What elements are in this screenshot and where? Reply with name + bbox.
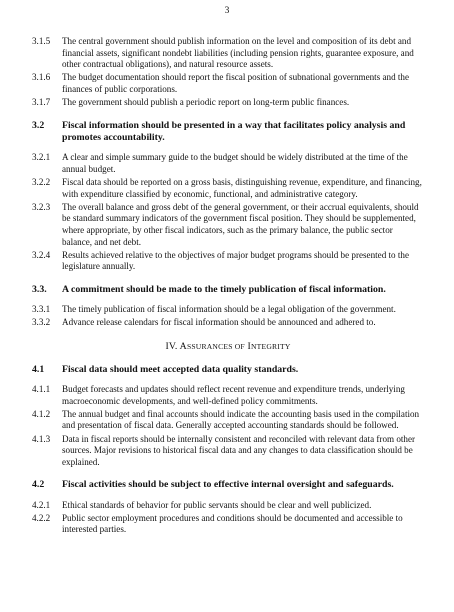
provision-number: 4.1.2 bbox=[32, 408, 51, 419]
part-title-initial: I bbox=[247, 340, 251, 352]
provision-number: 3.2.3 bbox=[32, 201, 51, 212]
provision-number: 3.2.1 bbox=[32, 152, 51, 163]
provision-item bbox=[32, 202, 424, 248]
provision-text: Fiscal data should be reported on a gross basis, distinguishing revenue, expenditure, and financing, with expenditure classified by economic, functional, and administrative category. bbox=[62, 176, 422, 199]
section-number: 3.2 bbox=[32, 119, 45, 131]
provision-number: 3.1.7 bbox=[32, 97, 51, 108]
provision-number: 4.2.1 bbox=[32, 499, 51, 510]
provision-item bbox=[32, 304, 424, 316]
provision-number: 4.2.2 bbox=[32, 512, 51, 523]
provision-text: The overall balance and gross debt of the general government, or their accrual equivalents, should be standard summary indicators of the government fiscal position. They should be supplemented, where appropriate, by other fiscal indicators, such as the primary balance, the public sector balance, and net debt. bbox=[62, 201, 419, 247]
section-heading-text: Fiscal data should meet accepted data quality standards. bbox=[62, 363, 299, 375]
part-title-smallcaps: NTEGRITY bbox=[250, 341, 291, 351]
provision-text: Results achieved relative to the objectives of major budget programs should be presented to the legislature annually. bbox=[62, 249, 409, 272]
provision-text: A clear and simple summary guide to the budget should be widely distributed at the time of the annual budget. bbox=[62, 152, 408, 174]
provision-item bbox=[32, 36, 424, 71]
section-heading-text: A commitment should be made to the timely publication of fiscal information. bbox=[62, 283, 386, 295]
provision-text: Public sector employment procedures and conditions should be documented and accessible to interested parties. bbox=[62, 512, 403, 535]
section-heading bbox=[32, 284, 424, 296]
provision-number: 3.2.4 bbox=[32, 249, 51, 260]
provision-number: 3.2.2 bbox=[32, 176, 51, 187]
provision-number: 3.3.2 bbox=[32, 317, 51, 328]
section-heading bbox=[32, 364, 424, 376]
provision-item bbox=[32, 409, 424, 432]
provision-text: The budget documentation should report the fiscal position of subnational governments and the finances of public corporations. bbox=[62, 72, 410, 94]
provision-text: Advance release calendars for fiscal information should be announced and adhered to. bbox=[62, 317, 376, 328]
provision-number: 3.1.5 bbox=[32, 36, 51, 46]
provision-text: Budget forecasts and updates should reflect recent revenue and expenditure trends, underlying macroeconomic developments, and well-defined policy commitments. bbox=[62, 384, 405, 406]
provision-item bbox=[32, 97, 424, 109]
provision-text: The annual budget and final accounts should indicate the accounting basis used in the compilation and presentation of fiscal data. Generally accepted accounting standards should be followed. bbox=[62, 408, 420, 431]
provision-number: 3.3.1 bbox=[32, 304, 51, 315]
provision-number: 4.1.3 bbox=[32, 433, 51, 444]
provision-text: The timely publication of fiscal information should be a legal obligation of the government. bbox=[62, 304, 396, 315]
document-body bbox=[32, 36, 424, 538]
provision-item bbox=[32, 177, 424, 200]
provision-text: Ethical standards of behavior for public servants should be clear and well publicized. bbox=[62, 499, 372, 510]
provision-item bbox=[32, 384, 424, 407]
page-number: 3 bbox=[224, 6, 230, 16]
provision-item bbox=[32, 152, 424, 175]
section-number: 4.1 bbox=[32, 363, 45, 375]
provision-text: The central government should publish information on the level and composition of its debt and financial assets, significant nondebt liabilities (including pension rights, guarantee exposure, and other contractual obligations), and natural resource assets. bbox=[62, 36, 414, 70]
section-heading-text: Fiscal information should be presented in a way that facilitates policy analysis and promotes accountability. bbox=[62, 119, 406, 143]
provision-number: 3.1.6 bbox=[32, 72, 51, 83]
provision-item bbox=[32, 434, 424, 469]
part-numeral: IV. bbox=[165, 340, 178, 352]
provision-item bbox=[32, 513, 424, 536]
part-title-initial: A bbox=[179, 340, 187, 352]
provision-item bbox=[32, 317, 424, 329]
provision-text: Data in fiscal reports should be internally consistent and reconciled with relevant data from other sources. Major revisions to historical fiscal data and any changes to data classification should be explained. bbox=[62, 433, 416, 467]
provision-item bbox=[32, 250, 424, 273]
provision-number: 4.1.1 bbox=[32, 384, 51, 395]
section-heading bbox=[32, 120, 424, 144]
provision-item bbox=[32, 500, 424, 512]
section-number: 4.2 bbox=[32, 479, 45, 491]
section-number: 3.3. bbox=[32, 283, 47, 295]
part-title-smallcaps: SSURANCES OF bbox=[186, 341, 245, 351]
section-heading-text: Fiscal activities should be subject to effective internal oversight and safeguards. bbox=[62, 479, 394, 491]
part-iv-title bbox=[32, 341, 424, 353]
provision-item bbox=[32, 72, 424, 95]
section-heading bbox=[32, 479, 424, 491]
provision-text: The government should publish a periodic report on long-term public finances. bbox=[62, 97, 350, 108]
